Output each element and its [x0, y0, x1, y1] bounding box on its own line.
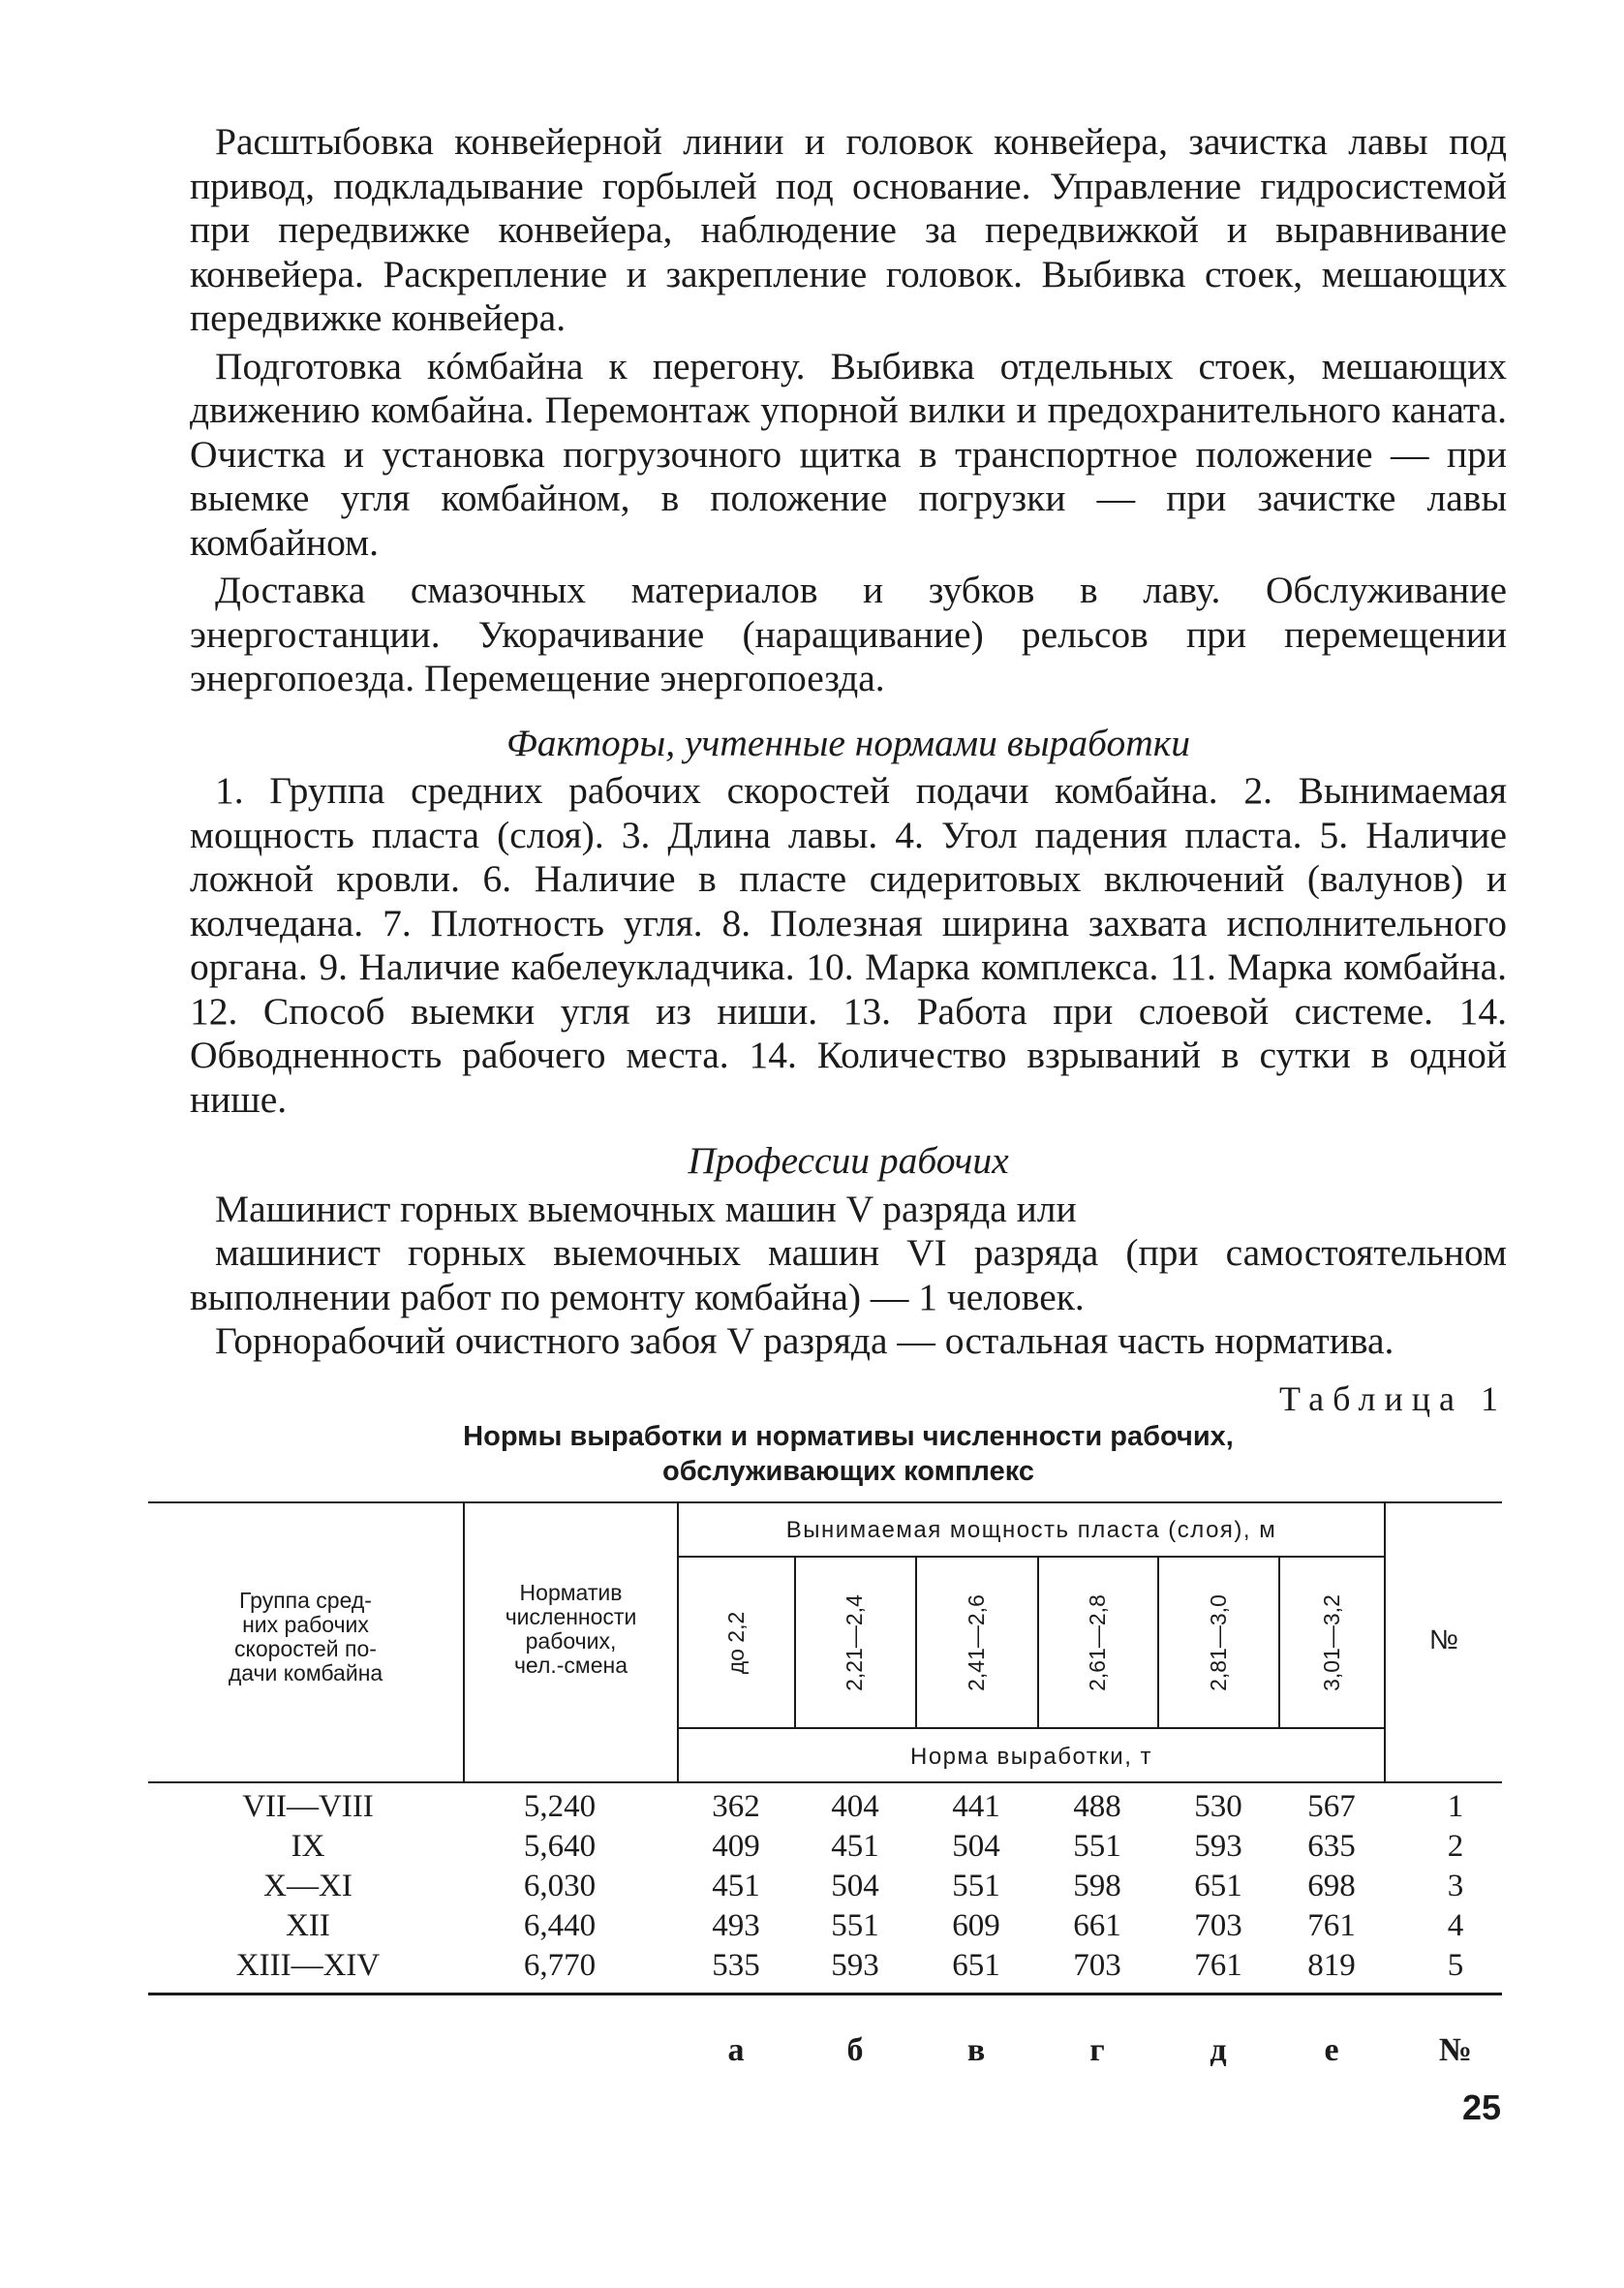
cell-output: 661 — [1073, 1907, 1121, 1943]
cell-output: 761 — [1194, 1947, 1242, 1983]
cell-output: 635 — [1307, 1828, 1356, 1864]
cell-number: 5 — [1447, 1947, 1464, 1983]
table-label: Таблица 1 — [1279, 1378, 1507, 1418]
paragraph: Доставка смазочных материалов и зубков в лаву. Обслуживание энергостанции. Укорачивание (наращивание) рельсов при перемещении энергопоезда. Перемещение энергопоезда. — [190, 569, 1507, 699]
cell-output: 493 — [712, 1907, 760, 1943]
column-rule — [1278, 1558, 1280, 1727]
header-text: Группа сред- — [239, 1587, 372, 1613]
cell-group: IX — [291, 1828, 325, 1864]
cell-output: 504 — [831, 1868, 879, 1903]
cell-norm: 6,440 — [523, 1907, 597, 1943]
cell-norm: 5,640 — [523, 1828, 597, 1864]
cell-norm: 6,030 — [523, 1868, 597, 1903]
column-rule — [915, 1558, 917, 1727]
cell-output: 593 — [1194, 1828, 1242, 1864]
cell-output: 535 — [712, 1947, 760, 1983]
table-bottom-rule — [148, 1993, 1502, 1995]
cell-output: 362 — [712, 1788, 760, 1824]
page-body — [190, 120, 1507, 2098]
header-thickness: 3,01—3,2 — [1319, 1593, 1344, 1691]
cell-output: 488 — [1073, 1788, 1121, 1824]
header-text: них рабочих — [242, 1611, 369, 1637]
cell-output: 761 — [1307, 1907, 1356, 1943]
cell-number: 1 — [1447, 1788, 1464, 1824]
footer-column-letter: д — [1210, 2031, 1227, 2068]
header-thickness-span: Вынимаемая мощность пласта (слоя), м — [785, 1516, 1277, 1543]
cell-number: 3 — [1447, 1868, 1464, 1903]
header-text: чел.-смена — [513, 1652, 628, 1678]
footer-column-letter: е — [1324, 2031, 1339, 2068]
cell-group: XIII—XIV — [235, 1947, 381, 1983]
header-text: рабочих, — [525, 1627, 617, 1654]
cell-group: XII — [286, 1907, 330, 1943]
cell-output: 551 — [952, 1868, 1000, 1903]
cell-number: 4 — [1447, 1907, 1464, 1943]
header-thickness: до 2,2 — [723, 1611, 749, 1674]
footer-column-letter: б — [846, 2031, 864, 2068]
header-number: № — [1428, 1623, 1459, 1654]
header-group — [148, 1589, 463, 1685]
cell-output: 651 — [952, 1947, 1000, 1983]
cell-output: 567 — [1307, 1788, 1356, 1824]
cell-output: 551 — [1073, 1828, 1121, 1864]
section-heading-factors: Факторы, учтенные нормами выработки — [506, 721, 1190, 764]
section-heading-professions: Профессии рабочих — [688, 1139, 1009, 1182]
profession-line: Горнорабочий очистного забоя V разряда — остальная часть норматива. — [215, 1319, 1394, 1362]
header-bottom-rule — [148, 1781, 1502, 1783]
profession-line: машинист горных выемочных машин VI разряда (при самостоятельном выполнении работ по ремонту комбайна) — 1 человек. — [190, 1231, 1507, 1318]
output-norms-table — [148, 1501, 1502, 2098]
footer-column-letter: № — [1438, 2031, 1473, 2068]
cell-output: 451 — [712, 1868, 760, 1903]
table-title-line: Нормы выработки и нормативы численности рабочих, — [463, 1420, 1234, 1452]
page-number: 25 — [1462, 2087, 1502, 2127]
cell-number: 2 — [1447, 1828, 1464, 1864]
header-text: Норматив — [519, 1579, 623, 1605]
cell-output: 598 — [1073, 1868, 1121, 1903]
footer-column-letter: г — [1089, 2031, 1105, 2068]
cell-output: 651 — [1194, 1868, 1242, 1903]
cell-output: 609 — [952, 1907, 1000, 1943]
cell-output: 530 — [1194, 1788, 1242, 1824]
header-norm — [465, 1581, 677, 1678]
header-text: дачи комбайна — [228, 1659, 383, 1685]
header-thickness: 2,61—2,8 — [1085, 1593, 1110, 1691]
footer-column-letter: в — [966, 2031, 986, 2068]
cell-output: 451 — [831, 1828, 879, 1864]
cell-output: 703 — [1073, 1947, 1121, 1983]
header-norm-output-span: Норма выработки, т — [909, 1743, 1153, 1770]
cell-output: 404 — [831, 1788, 879, 1824]
column-rule — [677, 1503, 679, 1781]
profession-line: Машинист горных выемочных машин V разряда или — [215, 1187, 1077, 1230]
cell-norm: 6,770 — [523, 1947, 597, 1983]
cell-group: X—XI — [263, 1868, 352, 1903]
cell-output: 441 — [952, 1788, 1000, 1824]
header-thickness: 2,81—3,0 — [1206, 1593, 1231, 1691]
paragraph: Подготовка кóмбайна к перегону. Выбивка отдельных стоек, мешающих движению комбайна. Перемонтаж упорной вилки и предохранительного каната. Очистка и установка погрузочного щитка в транспортное положение — при выемке угля комбайном, в положение погрузки — при зачистке лавы комбайном. — [190, 344, 1507, 564]
cell-output: 593 — [831, 1947, 879, 1983]
cell-norm: 5,240 — [523, 1788, 597, 1824]
paragraph: Расштыбовка конвейерной линии и головок конвейера, зачистка лавы под привод, подкладывание горбылей под основание. Управление гидросистемой при передвижке конвейера, наблюдение за передвижкой и выравнивание конвейера. Раскрепление и закрепление головок. Выбивка стоек, мешающих передвижке конвейера. — [190, 120, 1507, 339]
column-rule — [1157, 1558, 1159, 1727]
header-text: численности — [505, 1603, 637, 1629]
cell-group: VII—VIII — [242, 1788, 374, 1824]
cell-output: 504 — [952, 1828, 1000, 1864]
table-title-line: обслуживающих комплекс — [662, 1455, 1034, 1487]
column-rule — [794, 1558, 796, 1727]
cell-output: 698 — [1307, 1868, 1356, 1903]
cell-output: 409 — [712, 1828, 760, 1864]
table-top-rule — [148, 1501, 1502, 1503]
cell-output: 703 — [1194, 1907, 1242, 1943]
cell-output: 551 — [831, 1907, 879, 1943]
header-divider — [677, 1727, 1384, 1729]
footer-column-letter: а — [727, 2031, 745, 2068]
header-thickness: 2,41—2,6 — [964, 1593, 989, 1691]
header-text: скоростей по- — [234, 1635, 377, 1661]
header-thickness: 2,21—2,4 — [842, 1593, 867, 1691]
column-rule — [1037, 1558, 1039, 1727]
factors-text: 1. Группа средних рабочих скоростей подачи комбайна. 2. Вынимаемая мощность пласта (слоя). 3. Длина лавы. 4. Угол падения пласта. 5. Наличие ложной кровли. 6. Наличие в пласте сидеритовых включений (валунов) и колчедана. 7. Плотность угля. 8. Полезная ширина захвата исполнительного органа. 9. Наличие кабелеукладчика. 10. Марка комплекса. 11. Марка комбайна. 12. Способ выемки угля из ниши. 13. Работа при слоевой системе. 14. Обводненность рабочего места. 14. Количество взрываний в сутки в одной нише. — [190, 769, 1507, 1121]
cell-output: 819 — [1307, 1947, 1356, 1983]
